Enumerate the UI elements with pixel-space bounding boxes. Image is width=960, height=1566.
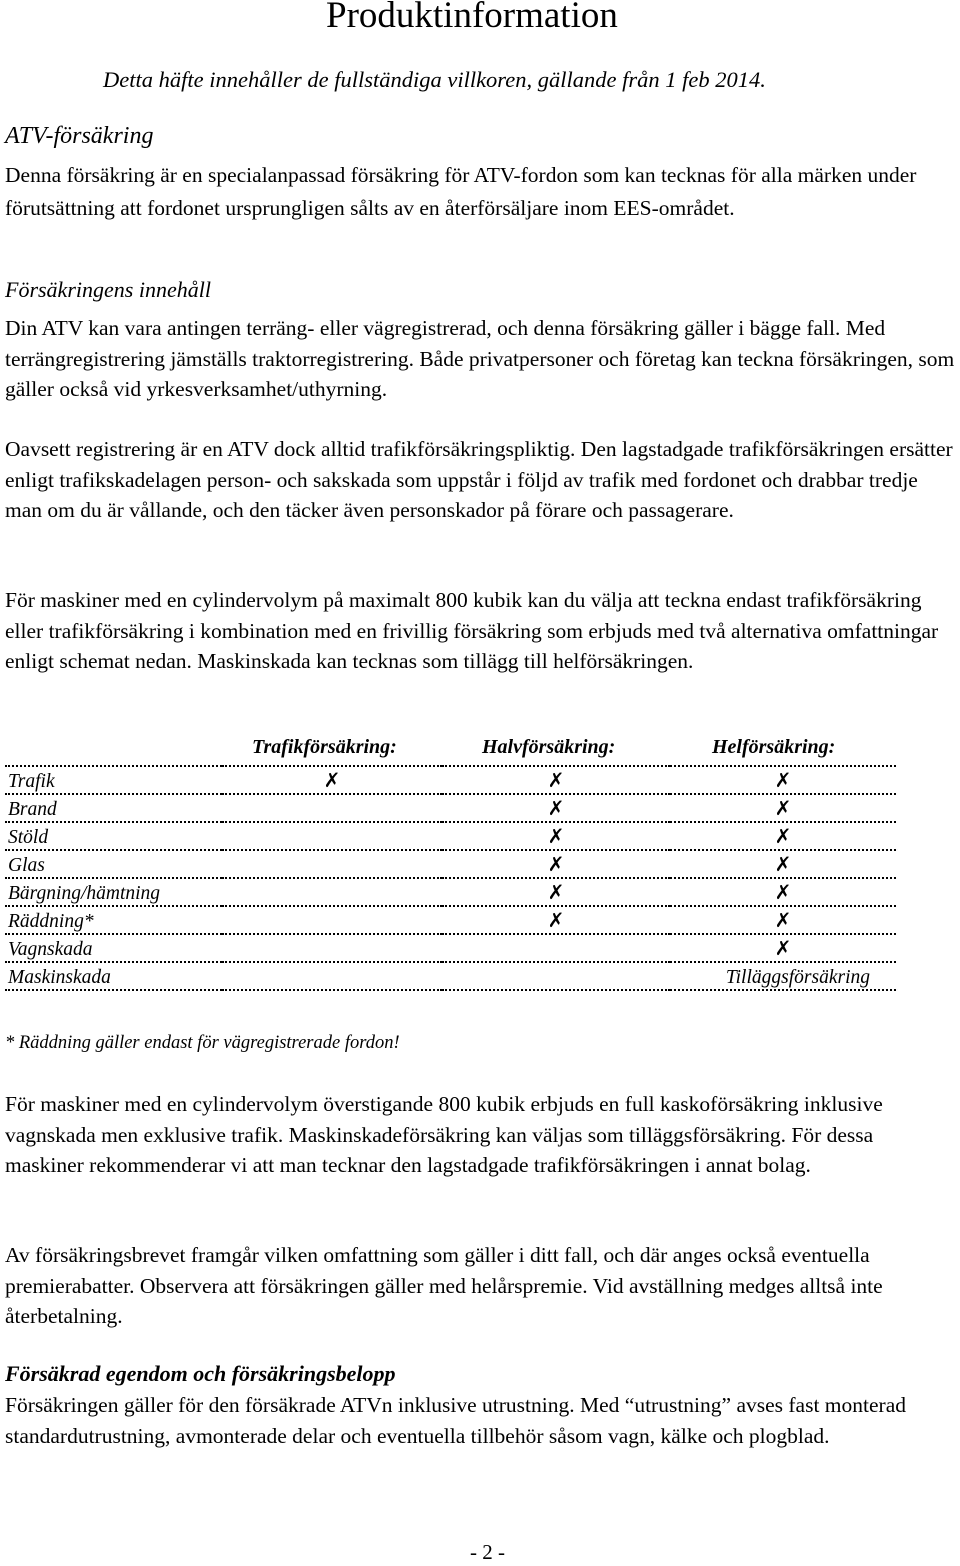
cross-mark-icon: ✗ bbox=[323, 768, 341, 792]
section-heading-property: Försäkrad egendom och försäkringsbelopp bbox=[5, 1361, 396, 1386]
table-row bbox=[5, 766, 896, 794]
cross-mark-icon: ✗ bbox=[547, 852, 565, 876]
addon-label: Tilläggsförsäkring bbox=[725, 967, 870, 988]
column-header-halv: Halvförsäkring: bbox=[482, 736, 616, 758]
cross-mark-icon: ✗ bbox=[774, 880, 792, 904]
over-800-paragraph: För maskiner med en cylindervolym överstigande 800 kubik erbjuds en full kaskoförsäkring inklusive vagnskada men exklusive trafik. Maskinskadeförsäkring kan väljas som tilläggsförsäkring. För dessa maskiner rekommenderar vi att man tecknar den lagstadgade trafikförsäkringen i annat bolag. bbox=[5, 1092, 883, 1178]
table-row bbox=[5, 878, 896, 906]
column-header-hel: Helförsäkring: bbox=[712, 736, 836, 758]
table-row bbox=[5, 794, 896, 822]
table-row bbox=[5, 934, 896, 962]
cross-mark-icon: ✗ bbox=[774, 768, 792, 792]
table-row bbox=[5, 822, 896, 850]
cross-mark-icon: ✗ bbox=[774, 824, 792, 848]
row-label: Räddning* bbox=[5, 906, 222, 934]
coverage-table bbox=[5, 765, 896, 991]
row-label: Trafik bbox=[5, 766, 222, 794]
cross-mark-icon: ✗ bbox=[774, 796, 792, 820]
section-heading-atv: ATV-försäkring bbox=[5, 123, 154, 149]
page-title: Produktinformation bbox=[326, 0, 618, 36]
contents-paragraph-2: Oavsett registrering är en ATV dock alltid trafikförsäkringspliktig. Den lagstadgade trafikförsäkringen ersätter enligt trafikskadelagen person- och sakskada som uppstår i följd av trafik med fordonet och drabbar tredje man om du är vållande, och den täcker även personskador på förare och passagerare. bbox=[5, 437, 953, 523]
contents-paragraph-1: Din ATV kan vara antingen terräng- eller vägregistrerad, och denna försäkring gäller i bägge fall. Med terrängregistrering jämställs traktorregistrering. Både privatpersoner och företag kan teckna försäkringen, som gäller också vid yrkesverksamhet/uthyrning. bbox=[5, 316, 955, 402]
column-header-trafik: Trafikförsäkring: bbox=[252, 736, 397, 758]
row-label: Maskinskada bbox=[5, 962, 222, 990]
table-footnote: * Räddning gäller endast för vägregistrerade fordon! bbox=[5, 1033, 400, 1053]
atv-paragraph: Denna försäkring är en specialanpassad försäkring för ATV-fordon som kan tecknas för alla märken under förutsättning att fordonet ursprungligen sålts av en återförsäljare inom EES-området. bbox=[5, 163, 917, 220]
table-row bbox=[5, 906, 896, 934]
row-label: Glas bbox=[5, 850, 222, 878]
cross-mark-icon: ✗ bbox=[774, 852, 792, 876]
row-label: Bärgning/hämtning bbox=[5, 878, 222, 906]
cross-mark-icon: ✗ bbox=[774, 936, 792, 960]
page-number: - 2 - bbox=[470, 1540, 505, 1564]
section-heading-contents: Försäkringens innehåll bbox=[5, 277, 211, 302]
cross-mark-icon: ✗ bbox=[774, 908, 792, 932]
table-row bbox=[5, 962, 896, 990]
row-label: Stöld bbox=[5, 822, 222, 850]
row-label: Vagnskada bbox=[5, 934, 222, 962]
contents-paragraph-3: För maskiner med en cylindervolym på maximalt 800 kubik kan du välja att teckna endast trafikförsäkring eller trafikförsäkring i kombination med en frivillig försäkring som erbjuds med två alternativa omfattningar enligt schemat nedan. Maskinskada kan tecknas som tillägg till helförsäkringen. bbox=[5, 588, 939, 674]
row-label: Brand bbox=[5, 794, 222, 822]
cross-mark-icon: ✗ bbox=[547, 880, 565, 904]
table-row bbox=[5, 850, 896, 878]
subtitle: Detta häfte innehåller de fullständiga villkoren, gällande från 1 feb 2014. bbox=[103, 67, 766, 92]
property-paragraph: Försäkringen gäller för den försäkrade ATVn inklusive utrustning. Med “utrustning” avses fast monterad standardutrustning, avmonterade delar och eventuella tillbehör såsom vagn, kälke och plogblad. bbox=[5, 1393, 906, 1448]
cross-mark-icon: ✗ bbox=[547, 908, 565, 932]
cross-mark-icon: ✗ bbox=[547, 768, 565, 792]
cross-mark-icon: ✗ bbox=[547, 796, 565, 820]
cross-mark-icon: ✗ bbox=[547, 824, 565, 848]
policy-letter-paragraph: Av försäkringsbrevet framgår vilken omfattning som gäller i ditt fall, och där anges också eventuella premierabatter. Observera att försäkringen gäller med helårspremie. Vid avställning medges alltså inte återbetalning. bbox=[5, 1243, 883, 1329]
